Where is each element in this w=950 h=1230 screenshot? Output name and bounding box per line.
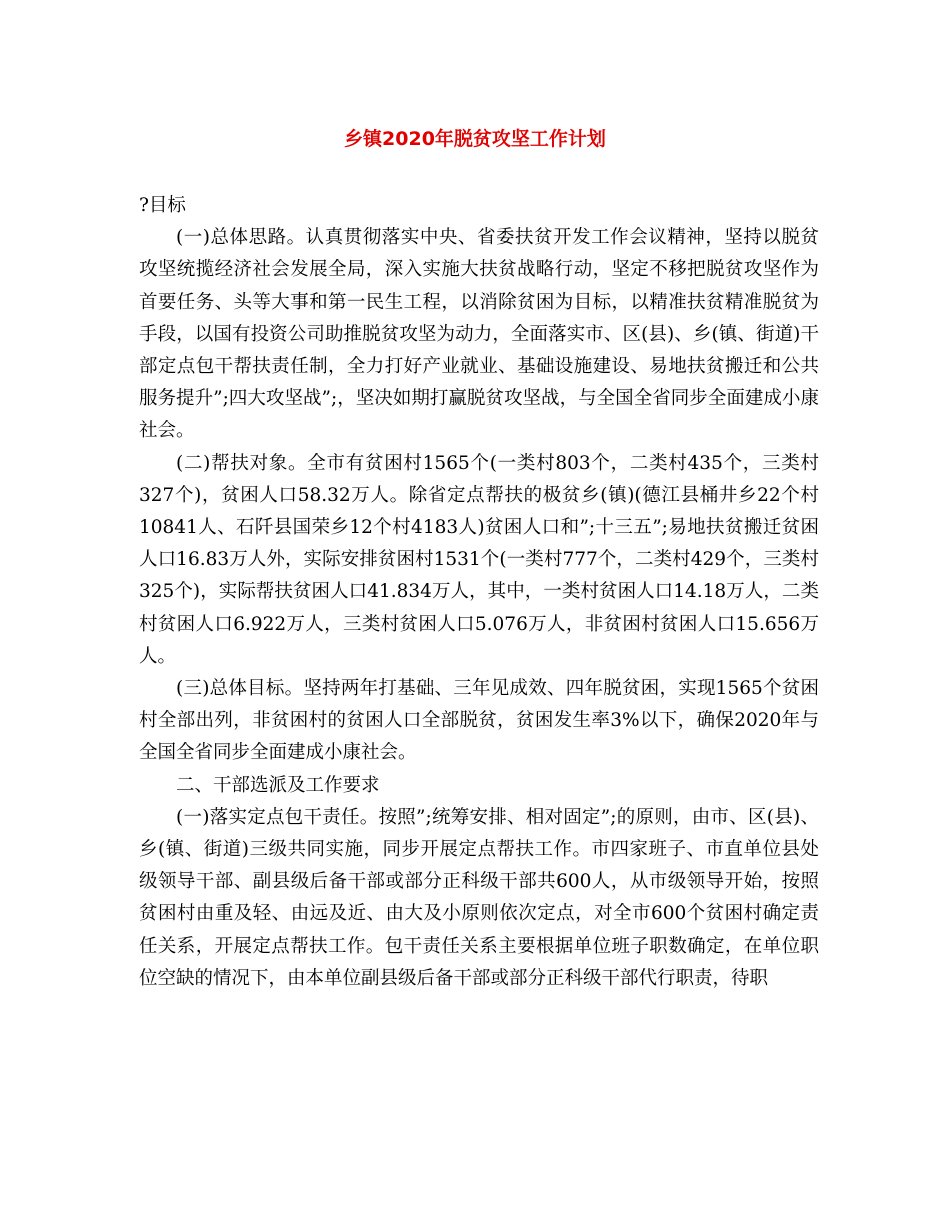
- document-body: [139, 190, 819, 995]
- paragraph-overall-goal: (三)总体目标。坚持两年打基础、三年见成效、四年脱贫困，实现1565个贫困村全部出列，非贫困村的贫困人口全部脱贫，贫困发生率3%以下，确保2020年与全国全省同步全面建成小康社会。: [139, 678, 819, 764]
- paragraph-overall-approach: (一)总体思路。认真贯彻落实中央、省委扶贫开发工作会议精神，坚持以脱贫攻坚统揽经济社会发展全局，深入实施大扶贫战略行动，坚定不移把脱贫攻坚作为首要任务、头等大事和第一民生工程，以消除贫困为目标，以精准扶贫精准脱贫为手段，以国有投资公司助推脱贫攻坚为动力，全面落实市、区(县)、乡(镇、街道)干部定点包干帮扶责任制，全力打好产业就业、基础设施建设、易地扶贫搬迁和公共服务提升”;四大攻坚战”;，坚决如期打赢脱贫攻坚战，与全国全省同步全面建成小康社会。: [139, 227, 819, 442]
- paragraph-responsibility: (一)落实定点包干责任。按照”;统筹安排、相对固定”;的原则，由市、区(县)、乡(镇、街道)三级共同实施，同步开展定点帮扶工作。市四家班子、市直单位县处级领导干部、副县级后备干部或部分正科级干部共600人，从市级领导开始，按照贫困村由重及轻、由远及近、由大及小原则依次定点，对全市600个贫困村确定责任关系，开展定点帮扶工作。包干责任关系主要根据单位班子职数确定，在单位职位空缺的情况下，由本单位副县级后备干部或部分正科级干部代行职责，待职: [139, 806, 819, 989]
- paragraph-assistance-targets: (二)帮扶对象。全市有贫困村1565个(一类村803个，二类村435个，三类村327个)，贫困人口58.32万人。除省定点帮扶的极贫乡(镇)(德江县桶井乡22个村10841人、石阡县国荣乡12个村4183人)贫困人口和”;十三五”;易地扶贫搬迁贫困人口16.83万人外，实际安排贫困村1531个(一类村777个，二类村429个，三类村325个)，实际帮扶贫困人口41.834万人，其中，一类村贫困人口14.18万人，二类村贫困人口6.922万人，三类村贫困人口5.076万人，非贫困村贫困人口15.656万人。: [139, 452, 819, 667]
- paragraph-heading-goal: ?目标: [139, 195, 186, 216]
- paragraph-heading-cadre-selection: 二、干部选派及工作要求: [176, 774, 380, 796]
- document-title: 乡镇2020年脱贫攻坚工作计划: [344, 128, 606, 150]
